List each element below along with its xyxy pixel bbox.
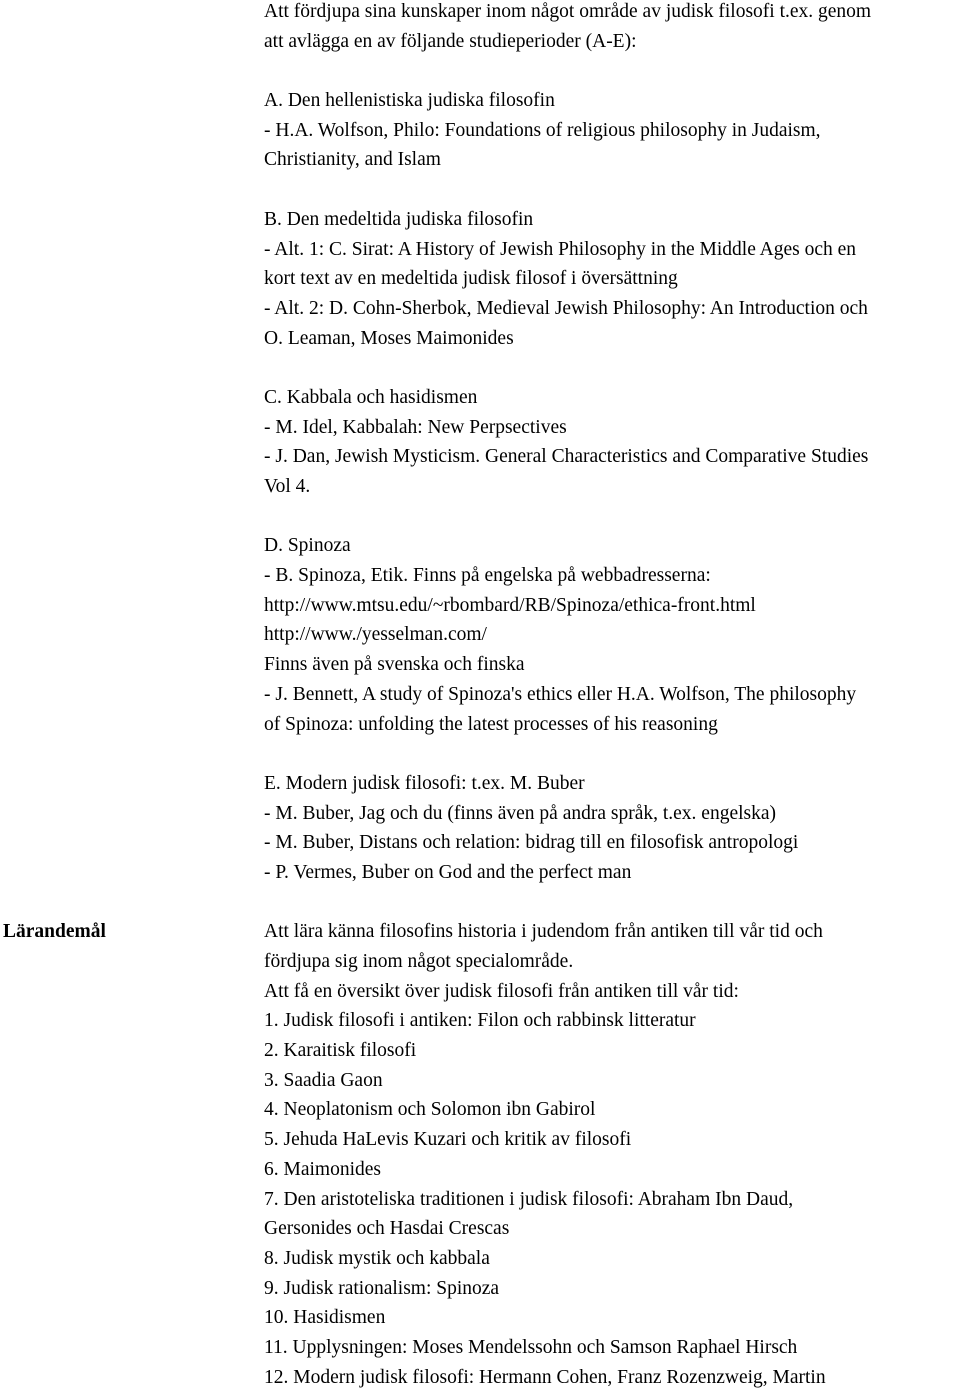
learning-goals-body (264, 917, 960, 1392)
period-d-literature: - B. Spinoza, Etik. Finns på engelska på webbadresserna: (264, 565, 711, 587)
period-b-literature: kort text av en medeltida judisk filosof i översättning (264, 268, 678, 290)
period-c-heading: C. Kabbala och hasidismen (264, 386, 478, 408)
learning-goals-item: 11. Upplysningen: Moses Mendelssohn och Samson Raphael Hirsch (264, 1336, 798, 1358)
period-d-url-1: http://www.mtsu.edu/~rbombard/RB/Spinoza/ethica-front.html (264, 594, 756, 616)
period-d-literature: of Spinoza: unfolding the latest processes of his reasoning (264, 713, 718, 735)
period-c (264, 383, 960, 502)
period-b (264, 205, 960, 353)
spacer (264, 56, 960, 86)
period-a-literature: Christianity, and Islam (264, 149, 441, 171)
period-e (264, 769, 960, 888)
learning-goals-item: 5. Jehuda HaLevis Kuzari och kritik av filosofi (264, 1129, 632, 1151)
intro-paragraph (264, 0, 960, 56)
learning-goals-line: Att få en översikt över judisk filosofi från antiken till vår tid: (264, 980, 739, 1002)
spacer (264, 175, 960, 205)
period-d (264, 531, 960, 739)
spacer (264, 888, 960, 918)
intro-line: att avlägga en av följande studieperioder (A-E): (264, 30, 637, 52)
period-a-literature: - H.A. Wolfson, Philo: Foundations of religious philosophy in Judaism, (264, 119, 821, 141)
period-e-literature: - P. Vermes, Buber on God and the perfect man (264, 861, 632, 883)
learning-goals-item: 8. Judisk mystik och kabbala (264, 1247, 490, 1269)
learning-goals-label: Lärandemål (3, 921, 106, 942)
period-d-literature: Finns även på svenska och finska (264, 654, 525, 676)
period-c-literature: - M. Idel, Kabbalah: New Perpsectives (264, 416, 567, 438)
intro-line: Att fördjupa sina kunskaper inom något område av judisk filosofi t.ex. genom (264, 1, 872, 22)
period-d-literature: - J. Bennett, A study of Spinoza's ethics eller H.A. Wolfson, The philosophy (264, 683, 857, 705)
learning-goals-item: 2. Karaitisk filosofi (264, 1040, 417, 1062)
period-b-literature: O. Leaman, Moses Maimonides (264, 327, 514, 349)
learning-goals-item: 1. Judisk filosofi i antiken: Filon och rabbinsk litteratur (264, 1010, 696, 1032)
period-a (264, 86, 960, 175)
spacer (264, 739, 960, 769)
period-c-literature: Vol 4. (264, 476, 311, 497)
period-a-heading: A. Den hellenistiska judiska filosofin (264, 90, 555, 112)
learning-goals-item: 4. Neoplatonism och Solomon ibn Gabirol (264, 1099, 596, 1121)
period-b-heading: B. Den medeltida judiska filosofin (264, 208, 534, 230)
document-body (264, 0, 960, 1392)
period-e-heading: E. Modern judisk filosofi: t.ex. M. Buber (264, 772, 585, 794)
period-d-heading: D. Spinoza (264, 535, 351, 557)
period-e-literature: - M. Buber, Distans och relation: bidrag till en filosofisk antropologi (264, 832, 799, 854)
learning-goals-item: 12. Modern judisk filosofi: Hermann Cohen, Franz Rozenzweig, Martin (264, 1366, 826, 1388)
period-d-url-2: http://www./yesselman.com/ (264, 624, 487, 646)
spacer (264, 353, 960, 383)
period-e-literature: - M. Buber, Jag och du (finns även på andra språk, t.ex. engelska) (264, 802, 777, 824)
learning-goals-item: 3. Saadia Gaon (264, 1069, 383, 1091)
learning-goals-item: 7. Den aristoteliska traditionen i judisk filosofi: Abraham Ibn Daud, (264, 1188, 794, 1210)
learning-goals-line: fördjupa sig inom något specialområde. (264, 951, 574, 972)
learning-goals-line: Att lära känna filosofins historia i judendom från antiken till vår tid och (264, 921, 823, 943)
learning-goals-item: 9. Judisk rationalism: Spinoza (264, 1277, 500, 1299)
period-b-literature: - Alt. 2: D. Cohn-Sherbok, Medieval Jewish Philosophy: An Introduction och (264, 297, 868, 319)
learning-goals-item: 10. Hasidismen (264, 1307, 386, 1329)
period-c-literature: - J. Dan, Jewish Mysticism. General Characteristics and Comparative Studies (264, 446, 869, 468)
period-b-literature: - Alt. 1: C. Sirat: A History of Jewish Philosophy in the Middle Ages och en (264, 238, 857, 260)
learning-goals-item: 6. Maimonides (264, 1158, 381, 1180)
spacer (264, 502, 960, 532)
learning-goals-item: Gersonides och Hasdai Crescas (264, 1218, 510, 1240)
